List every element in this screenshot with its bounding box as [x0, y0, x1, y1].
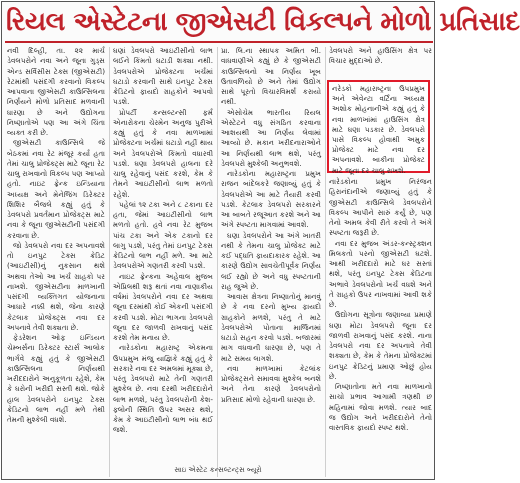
paragraph: નવા માળખામાં કેટલાંક પ્રોજેક્ટ્સને સમાવવા મુશ્કેલ બનશે અને તેના કારણે ડેવલપરોનો પ્રતિસાદ મોળો રહેવાની ધારણા છે.: [221, 363, 321, 404]
paragraph: પ્રા. લિ.ના સ્થાપક અમિત બી. વાધવાણીએ કહ્યું છે કે જીએસટી કાઉન્સિલનો આ નિર્ણય ખૂબ ઉતાવળિયો છે અને તેમાં ઉદ્યોગ સાથે પૂરતો વિચારવિમર્શ કરાયો નથી.: [221, 46, 321, 107]
paragraph: નિષ્ણાતોના મતે નવા માળખાનો સાચો પ્રભાવ આગામી ત્રણથી છ મહિનામાં જોવા મળશે. ત્યાર બાદ જ ઉદ્યોગ અને ખરીદદારોને તેનો વાસ્તવિક ફાયદો સ્પષ્ટ થશે.: [329, 382, 432, 432]
highlighted-quote-box: [327, 80, 430, 173]
column-divider: [325, 47, 326, 477]
article-column-4: [329, 177, 432, 477]
paragraph: ઘણા ડેવલપરોને આ અંગે ખાતરી નથી કે તેમના ચાલુ પ્રોજેક્ટ માટે કઈ પદ્ધતિ ફાયદાકારક રહેશે. આ કારણે ઉદ્યોગ સાવચેતીપૂર્વક નિર્ણય લઈ રહ્યો છે અને વધુ સ્પષ્ટતાની રાહ જુએ છે.: [221, 230, 321, 291]
paragraph: જીએસટી કાઉન્સિલે જે બેઠકમાં નવા રેટ મંજૂર કર્યા હતા તેમાં ચાલુ પ્રોજેક્ટ્સ માટે જૂના રેટ ચાલુ રાખવાનો વિકલ્પ પણ આપ્યો હતો. નાઇટ ફ્રેન્ક ઇન્ડિયાના અધ્યક્ષ અને મેનેજિંગ ડિરેક્ટર શિશિર બૈજલે કહ્યું હતું કે ડેવલપરો પ્રવર્તમાન પ્રોજેક્ટ્સ માટે નવા કે જૂના જીએસટીની પસંદગી કરવાના છે.: [7, 138, 105, 240]
paragraph: નવી દિલ્હી, તા. ૨૨ માર્ચ ડેવલપરોને નવા અને જૂના ગુડ્સ એન્ડ સર્વિસીસ ટેક્સ (જીએસટી) રેટમાંથી પસંદગી કરવાનો વિકલ્પ આપવાના જીએસટી કાઉન્સિલના નિર્ણયને મોળો પ્રતિસાદ મળવાની ધારણા છે અને ઉદ્યોગના નિષ્ણાતોએ પણ આ અંગે ચિંતા વ્યક્ત કરી છે.: [7, 46, 105, 137]
paragraph: ઘણાં ડેવલપરો આઇટીસીનો લાભ લઈને કિંમતો ઘટાડી શક્યા નથી. ડેવલપરોએ પ્રોજેક્ટના ખર્ચમાં ઘટાડો કરવાની સાથે ઇનપુટ ટેક્સ ક્રેડિટનો ફાયદો ગ્રાહકોને આપવો પડશે.: [113, 46, 213, 107]
paragraph: નારેડકોના મહારાષ્ટ્રના પ્રમુખ રાજન બાંદેલકરે જણાવ્યું હતું કે ડેવલપરોએ આ માટે તૈયારી કરવી પડશે. કેટલાક ડેવલપરો સરકારને આ બાબતે રજૂઆત કરશે અને આ અંગે સ્પષ્ટતા માગવામાં આવશે.: [221, 169, 321, 230]
column-divider: [217, 47, 218, 477]
article-column-3: [221, 46, 321, 478]
paragraph: ડેવલપરો અને હાઉસિંગ ક્ષેત્ર પર વિચાર મુદ્દાઓ છે.: [329, 46, 432, 66]
paragraph: આવાસ ક્ષેત્રના નિષ્ણાતોનું માનવું છે કે નવા દરનો મુખ્ય ફાયદો ગ્રાહકોને મળશે, પરંતુ તે માટે ડેવલપરોએ પોતાના માર્જિનમાં ઘટાડો સહન કરવો પડશે. બજારમાં માગ વધવાની ધારણા છે, પણ તે માટે સમય લાગશે.: [221, 292, 321, 363]
article-column-2: [113, 46, 213, 478]
highlighted-quote-text: નરેડકો મહારાષ્ટ્રના ઉપપ્રમુખ અને એવેન્ટા વર્ટિના અધ્યક્ષ અશોક મોહનાનીએ કહ્યું હતું કે નવા માળખાંમાં હાઉસિંગ ક્ષેત્ર માટે ઘણા પડકાર છે. ડેવલપરો પાસે વિકલ્પ હોવાથી અમુક પ્રોજેક્ટ માટે નવા દર અપનાવશે. બાકીના પ્રોજેક્ટ માટે જૂના દર ચાલુ રાખશે.: [332, 84, 425, 175]
column-divider: [109, 47, 110, 477]
paragraph: ઉદ્યોગના સૂત્રોના જણાવ્યા પ્રમાણે ઘણા મોટા ડેવલપરો જૂના દર જાળવી રાખવાનું પસંદ કરશે. નાના ડેવલપરો નવા દર અપનાવે તેવી શક્યતા છે, કેમ કે તેમના પ્રોજેક્ટમાં ઇનપુટ ક્રેડિટનું પ્રમાણ ઓછું હોય છે.: [329, 310, 432, 381]
paragraph: નાઇટ ફ્રેન્કના અહેવાલ મુજબ એપ્રિલથી શરૂ થતાં નવા નાણાકીય વર્ષમાં ડેવલપરોને નવા દર અથવા જૂના દરમાંથી કોઈ એકની પસંદગી કરવી પડશે. મોટા ભાગના ડેવલપરો જૂના દર જાળવી રાખવાનું પસંદ કરશે તેમ મનાય છે.: [113, 271, 213, 342]
paragraph: નારેડકોના પ્રમુખ નિરંજન હિરાનંદાનીએ જણાવ્યું હતું કે જીએસટી કાઉન્સિલે ડેવલપરોને વિકલ્પ આપીને સારું કર્યું છે, પણ તેનો અમલ કેવી રીતે કરવો તે અંગે સ્પષ્ટતા જરૂરી છે.: [329, 177, 432, 238]
article-column-4-top: [329, 46, 432, 72]
paragraph: નારેડકોના મહારાષ્ટ્ર એકમના ઉપપ્રમુખ મંજુ યાજ્ઞિકે કહ્યું હતું કે સરકારે નવા દર અમલમાં મૂક્યા છે, પરંતુ ડેવલપરો માટે તેની ગણતરી મુશ્કેલ છે. નવા દરથી ખરીદદારોને લાભ મળશે, પરંતુ ડેવલપરોની કેશ-ફ્લોની સ્થિતિ ઉપર અસર થશે, કેમ કે આઇટીસીનો લાભ બંધ થઈ જશે.: [113, 343, 213, 435]
bureau-signoff: સાઇ એસ્ટેટ કન્સલ્ટન્ટ્સ બ્યૂરો: [174, 466, 262, 474]
newspaper-clipping: [1, 1, 520, 480]
paragraph: ફેડરેશન ઓફ ઇન્ડિયન ચેમ્બર્સના ડિરેક્ટર સ્ટાર્સ આલોક ભાર્ગવે કહ્યું હતું કે જીએસટી કાઉન્સિલના નિર્ણયથી ખરીદદારોને અનુકૂળતા રહેશે, કેમ કે ઘરોની ખરીદી સસ્તી થશે. જોકે હાલ ડેવલપરોને ઇનપુટ ટેક્સ ક્રેડિટનો લાભ નહીં મળે તેથી તેમની મુશ્કેલી વધશે.: [7, 333, 105, 424]
paragraph: જો ડેવલપરો નવા દર અપનાવશે તો ઇનપુટ ટેક્સ ક્રેડિટ (આઇટીસી)નું નુકસાન થશે અથવા તેઓ આ ખર્ચ ગ્રાહકો પર નાખશે. જીએસટીના માળખાની પસંદગી વ્યક્તિગત યોજનાના આધારે નક્કી થશે, જેના કારણે કેટલાક પ્રોજેક્ટ્સ નવા દર અપનાવે તેવી શક્યતા છે.: [7, 240, 105, 332]
headline-rule: [5, 41, 433, 43]
paragraph: પહેલાં ૧૨ ટકા અને ૮ ટકાના દર હતા, જેમાં આઇટીસીનો લાભ મળતો હતો. હવે નવા રેટ મુજબ પાંચ ટકા અને એક ટકાનો દર લાગુ પડશે, પરંતુ તેમાં ઇનપુટ ટેક્સ ક્રેડિટનો લાભ નહીં મળે. આ માટે ડેવલપરોએ ગણતરી કરવી પડશે.: [113, 199, 213, 271]
headline: રિયલ એસ્ટેટના જીએસટી વિકલ્પને મોળો પ્રતિસાદ: [6, 7, 520, 37]
paragraph: નવા દર મુજબ અંડર-કન્સ્ટ્રક્શન મિલકતો પરનો જીએસટી ઘટશે. આથી ખરીદદારો માટે ઘર સસ્તાં થશે, પરંતુ ઇનપુટ ટેક્સ ક્રેડિટના અભાવે ડેવલપરોનો ખર્ચ વધશે અને તે ગ્રાહકો ઉપર નાખવામાં આવી શકે છે.: [329, 238, 432, 309]
article-column-1: [7, 46, 105, 478]
paragraph: એસોચેમ ભારતીય રિયલ એસ્ટેટને વધુ સંગઠિત કરવાના આશયથી આ નિર્ણય લેવામાં આવ્યો છે. મકાન ખરીદનારાઓને આ નિર્ણયથી લાભ થશે, પરંતુ ડેવલપરો મુશ્કેલી અનુભવશે.: [221, 107, 321, 168]
paragraph: પ્રોપર્ટી કન્સલ્ટન્સી ફર્મ એનારોકના ચેરમેન અનુજ પુરીએ કહ્યું હતું કે નવા માળખામાં પ્રોજેક્ટના ખર્ચમાં ઘટાડો નહીં થાય અને ડેવલપરોએ કિંમતો વધારવી પડશે. ઘણા ડેવલપરો હાલના દરે ચાલુ રહેવાનું પસંદ કરશે, કેમ કે તેમને આઇટીસીનો લાભ મળતો રહેશે.: [113, 107, 213, 199]
